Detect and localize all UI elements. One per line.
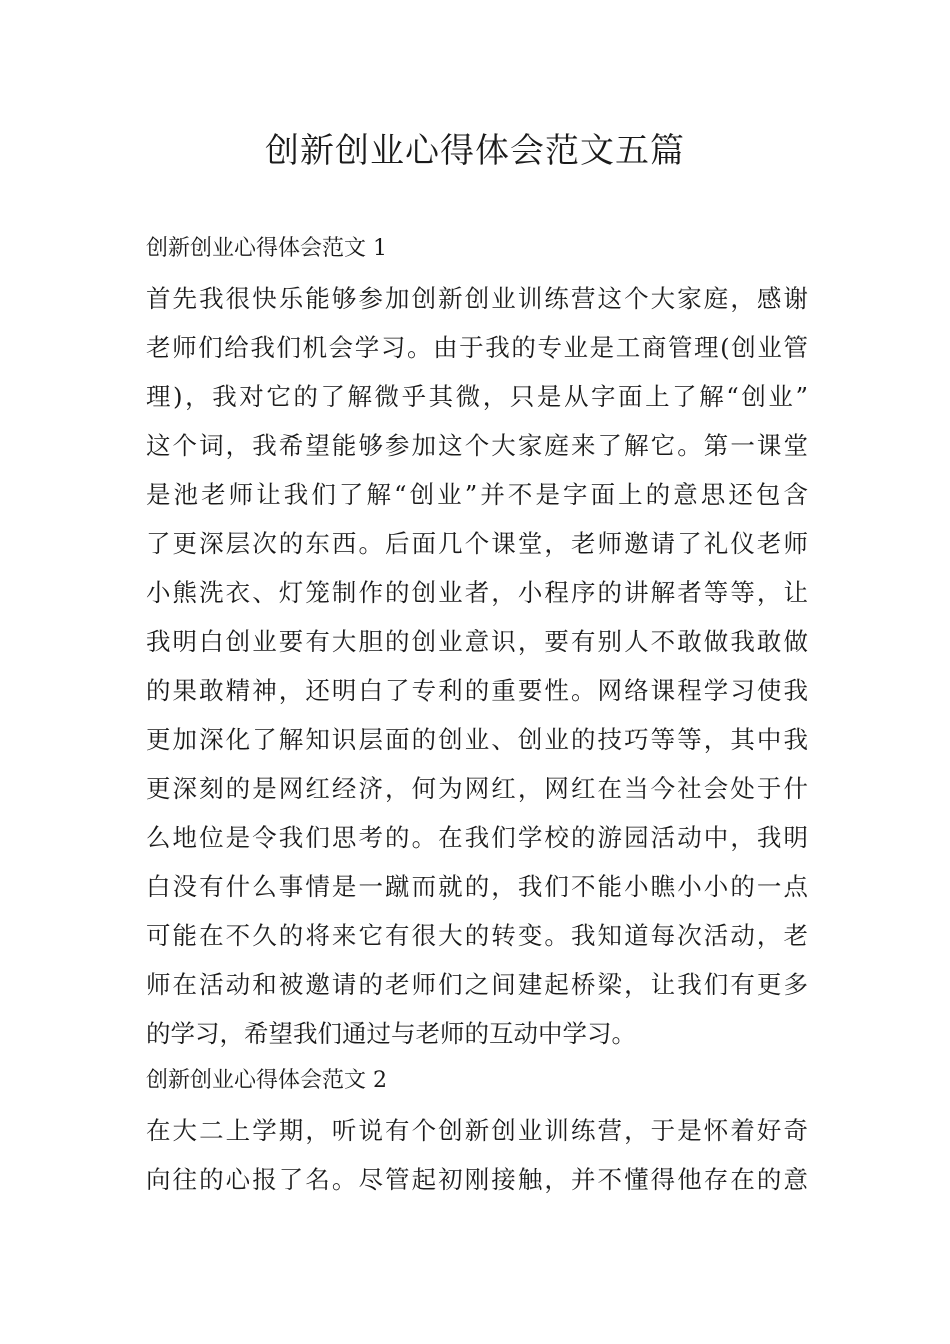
paragraph-line: 师在活动和被邀请的老师们之间建起桥梁，让我们有更多 [146,970,808,999]
section-heading: 创新创业心得体会范文 2 [146,1068,387,1093]
paragraph-line: 更深刻的是网红经济，何为网红，网红在当今社会处于什 [146,774,808,803]
paragraph-line: 可能在不久的将来它有很大的转变。我知道每次活动，老 [146,921,808,950]
paragraph-line: 老师们给我们机会学习。由于我的专业是工商管理(创业管 [146,333,808,362]
paragraph-line: 了更深层次的东西。后面几个课堂，老师邀请了礼仪老师 [146,529,808,558]
paragraph-line: 的果敢精神，还明白了专利的重要性。网络课程学习使我 [146,676,808,705]
section-heading: 创新创业心得体会范文 1 [146,236,387,261]
paragraph-line: 是池老师让我们了解“创业”并不是字面上的意思还包含 [146,480,808,509]
paragraph-line: 理)，我对它的了解微乎其微，只是从字面上了解“创业” [146,382,808,411]
paragraph-line: 小熊洗衣、灯笼制作的创业者，小程序的讲解者等等，让 [146,578,808,607]
paragraph-line: 首先我很快乐能够参加创新创业训练营这个大家庭，感谢 [146,284,808,313]
paragraph-line: 的学习，希望我们通过与老师的互动中学习。 [146,1019,636,1048]
paragraph-line: 更加深化了解知识层面的创业、创业的技巧等等，其中我 [146,725,808,754]
paragraph-line: 在大二上学期，听说有个创新创业训练营，于是怀着好奇 [146,1116,808,1145]
document-title: 创新创业心得体会范文五篇 [265,131,685,171]
paragraph-line: 我明白创业要有大胆的创业意识，要有别人不敢做我敢做 [146,627,808,656]
paragraph-line: 么地位是令我们思考的。在我们学校的游园活动中，我明 [146,823,808,852]
paragraph-line: 这个词，我希望能够参加这个大家庭来了解它。第一课堂 [146,431,808,460]
paragraph-line: 向往的心报了名。尽管起初刚接触，并不懂得他存在的意 [146,1165,808,1194]
paragraph-line: 白没有什么事情是一蹴而就的，我们不能小瞧小小的一点 [146,872,808,901]
